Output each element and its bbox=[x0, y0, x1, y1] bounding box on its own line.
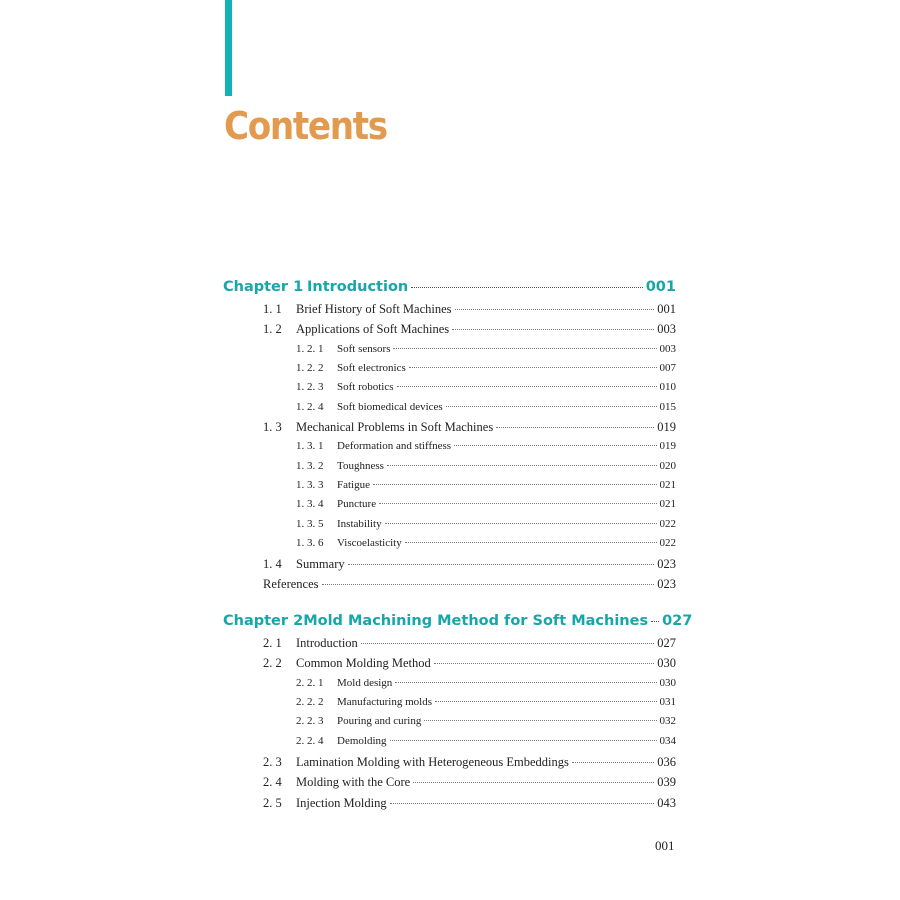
dot-leader bbox=[434, 663, 655, 664]
page-number: 020 bbox=[659, 460, 676, 472]
page-number: 030 bbox=[659, 677, 676, 689]
page-number: 027 bbox=[662, 613, 693, 629]
chapter-number: Chapter 1 bbox=[223, 279, 304, 295]
toc-chapter-2[interactable] bbox=[223, 613, 693, 629]
subsection-number: 1. 3. 2 bbox=[296, 460, 324, 472]
dot-leader bbox=[387, 465, 657, 466]
toc-subsection-1-3-5[interactable] bbox=[296, 519, 676, 530]
page-number: 015 bbox=[659, 401, 676, 413]
toc-section-2-4[interactable] bbox=[263, 776, 676, 789]
subsection-number: 1. 2. 4 bbox=[296, 401, 324, 413]
dot-leader bbox=[452, 329, 654, 330]
toc-subsection-1-3-6[interactable] bbox=[296, 538, 676, 549]
dot-leader bbox=[446, 406, 657, 407]
section-title: Molding with the Core bbox=[296, 775, 411, 789]
page-number: 021 bbox=[659, 479, 676, 491]
subsection-title: Manufacturing molds bbox=[337, 696, 433, 708]
toc-section-2-3[interactable] bbox=[263, 756, 676, 769]
dot-leader bbox=[348, 564, 655, 565]
subsection-title: Deformation and stiffness bbox=[337, 440, 452, 452]
dot-leader bbox=[390, 740, 657, 741]
dot-leader bbox=[322, 584, 655, 585]
subsection-title: Soft robotics bbox=[337, 381, 394, 393]
section-title: Applications of Soft Machines bbox=[296, 322, 450, 336]
toc-section-1-1[interactable] bbox=[263, 303, 676, 316]
section-number: 2. 3 bbox=[263, 755, 282, 769]
toc-subsection-1-2-2[interactable] bbox=[296, 363, 676, 374]
toc-subsection-2-2-3[interactable] bbox=[296, 716, 676, 727]
section-title: Summary bbox=[296, 557, 345, 571]
page-number: 003 bbox=[657, 322, 676, 336]
section-title: References bbox=[263, 577, 319, 591]
page-number: 003 bbox=[659, 343, 676, 355]
dot-leader bbox=[395, 682, 656, 683]
dot-leader bbox=[373, 484, 657, 485]
toc-subsection-1-3-2[interactable] bbox=[296, 461, 676, 472]
dot-leader bbox=[393, 348, 656, 349]
subsection-number: 1. 3. 3 bbox=[296, 479, 324, 491]
toc-subsection-1-2-4[interactable] bbox=[296, 402, 676, 413]
subsection-number: 2. 2. 4 bbox=[296, 735, 324, 747]
dot-leader bbox=[379, 503, 656, 504]
page-number: 043 bbox=[657, 796, 676, 810]
page-number: 019 bbox=[657, 420, 676, 434]
toc-subsection-1-3-3[interactable] bbox=[296, 480, 676, 491]
page-number: 023 bbox=[657, 577, 676, 591]
toc-section-2-2[interactable] bbox=[263, 657, 676, 670]
toc-subsection-2-2-4[interactable] bbox=[296, 736, 676, 747]
page-number: 023 bbox=[657, 557, 676, 571]
page-number: 022 bbox=[659, 518, 676, 530]
subsection-title: Soft sensors bbox=[337, 343, 391, 355]
section-title: Injection Molding bbox=[296, 796, 387, 810]
dot-leader bbox=[651, 621, 659, 622]
page-number: 031 bbox=[659, 696, 676, 708]
page-number: 036 bbox=[657, 755, 676, 769]
dot-leader bbox=[361, 643, 654, 644]
subsection-number: 1. 3. 1 bbox=[296, 440, 324, 452]
page-number: 021 bbox=[659, 498, 676, 510]
dot-leader bbox=[454, 445, 656, 446]
section-number: 2. 1 bbox=[263, 636, 282, 650]
dot-leader bbox=[572, 762, 654, 763]
subsection-title: Mold design bbox=[337, 677, 393, 689]
page-title: Contents bbox=[224, 104, 387, 148]
toc-subsection-1-3-4[interactable] bbox=[296, 499, 676, 510]
page-number: 022 bbox=[659, 537, 676, 549]
dot-leader bbox=[397, 386, 657, 387]
dot-leader bbox=[409, 367, 657, 368]
toc-section-2-5[interactable] bbox=[263, 797, 676, 810]
toc-subsection-2-2-1[interactable] bbox=[296, 678, 676, 689]
toc-subsection-1-2-3[interactable] bbox=[296, 382, 676, 393]
dot-leader bbox=[385, 523, 657, 524]
subsection-title: Fatigue bbox=[337, 479, 370, 491]
page-number: 001 bbox=[657, 302, 676, 316]
section-title: Common Molding Method bbox=[296, 656, 431, 670]
subsection-number: 2. 2. 1 bbox=[296, 677, 324, 689]
page-folio: 001 bbox=[655, 838, 675, 853]
section-title: Brief History of Soft Machines bbox=[296, 302, 452, 316]
chapter-number: Chapter 2 bbox=[223, 613, 304, 629]
dot-leader bbox=[424, 720, 656, 721]
page-number: 001 bbox=[645, 279, 676, 295]
chapter-title: Mold Machining Method for Soft Machines bbox=[303, 613, 649, 629]
section-number: 1. 2 bbox=[263, 322, 282, 336]
section-number: 2. 2 bbox=[263, 656, 282, 670]
subsection-title: Viscoelasticity bbox=[337, 537, 402, 549]
subsection-title: Toughness bbox=[337, 460, 384, 472]
subsection-number: 1. 2. 2 bbox=[296, 362, 324, 374]
toc-references-1[interactable] bbox=[263, 578, 676, 591]
dot-leader bbox=[411, 287, 642, 288]
dot-leader bbox=[413, 782, 654, 783]
subsection-number: 1. 3. 6 bbox=[296, 537, 324, 549]
toc-chapter-1[interactable] bbox=[223, 280, 676, 295]
toc-section-2-1[interactable] bbox=[263, 637, 676, 650]
section-title: Introduction bbox=[296, 636, 358, 650]
dot-leader bbox=[405, 542, 657, 543]
section-number: 1. 3 bbox=[263, 420, 282, 434]
dot-leader bbox=[435, 701, 656, 702]
subsection-number: 1. 2. 3 bbox=[296, 381, 324, 393]
subsection-title: Soft electronics bbox=[337, 362, 406, 374]
subsection-number: 2. 2. 2 bbox=[296, 696, 324, 708]
page-number: 030 bbox=[657, 656, 676, 670]
section-number: 2. 5 bbox=[263, 796, 282, 810]
page-number: 027 bbox=[657, 636, 676, 650]
chapter-title: Introduction bbox=[307, 279, 409, 295]
section-title: Mechanical Problems in Soft Machines bbox=[296, 420, 494, 434]
toc-section-1-4[interactable] bbox=[263, 558, 676, 571]
toc-subsection-2-2-2[interactable] bbox=[296, 697, 676, 708]
page-number: 010 bbox=[659, 381, 676, 393]
toc-section-1-2[interactable] bbox=[263, 323, 676, 336]
toc-section-1-3[interactable] bbox=[263, 421, 676, 434]
subsection-title: Pouring and curing bbox=[337, 715, 422, 727]
subsection-number: 1. 3. 4 bbox=[296, 498, 324, 510]
toc-subsection-1-2-1[interactable] bbox=[296, 344, 676, 355]
page-number: 032 bbox=[659, 715, 676, 727]
page-number: 007 bbox=[659, 362, 676, 374]
dot-leader bbox=[390, 803, 655, 804]
dot-leader bbox=[455, 309, 655, 310]
page-number: 039 bbox=[657, 775, 676, 789]
toc-subsection-1-3-1[interactable] bbox=[296, 441, 676, 452]
subsection-title: Soft biomedical devices bbox=[337, 401, 443, 413]
subsection-number: 2. 2. 3 bbox=[296, 715, 324, 727]
section-title: Lamination Molding with Heterogeneous Embeddings bbox=[296, 755, 569, 769]
page-number: 019 bbox=[659, 440, 676, 452]
section-number: 1. 1 bbox=[263, 302, 282, 316]
section-number: 1. 4 bbox=[263, 557, 282, 571]
section-number: 2. 4 bbox=[263, 775, 282, 789]
subsection-title: Demolding bbox=[337, 735, 387, 747]
page-number: 034 bbox=[659, 735, 676, 747]
subsection-title: Instability bbox=[337, 518, 382, 530]
subsection-number: 1. 2. 1 bbox=[296, 343, 324, 355]
subsection-number: 1. 3. 5 bbox=[296, 518, 324, 530]
subsection-title: Puncture bbox=[337, 498, 377, 510]
dot-leader bbox=[496, 427, 654, 428]
